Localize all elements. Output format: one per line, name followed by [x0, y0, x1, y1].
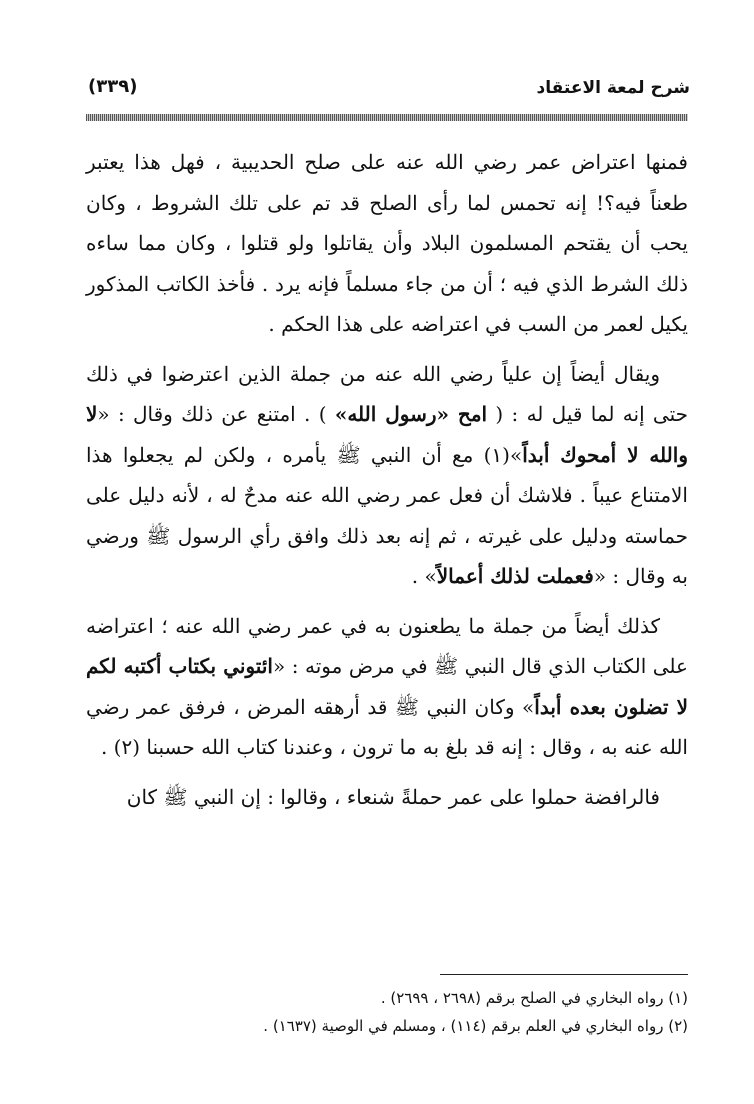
bold-quote: فعملت لذلك أعمالاً	[436, 564, 594, 588]
text-run: فمنها اعتراض عمر رضي الله عنه على صلح الحديبية ، فهل هذا يعتبر طعناً فيه؟! إنه تحمس لما رأى الصلح قد تم على تلك الشروط ، وكان يحب أن يقتحم المسلمون البلاد وأن يقاتلوا ولو قتلوا ، وكان مما ساءه ذلك الشرط الذي فيه ؛ أن من جاء مسلماً فإنه يرد . فأخذ الكاتب المذكور يكيل لعمر من السب في اعتراضه على هذا الحكم .	[86, 150, 688, 336]
footnote-separator	[440, 974, 688, 975]
text-run: كذلك أيضاً من جملة ما يطعنون به في عمر رضي الله عنه ؛ اعتراضه على الكتاب الذي قال النبي ﷺ في مرض موته : «	[86, 613, 688, 678]
bold-quote: لا والله لا أمحوك أبداً	[86, 402, 688, 467]
paragraph	[86, 606, 688, 768]
text-run: » .	[411, 564, 437, 588]
page-header	[64, 70, 690, 110]
text-run: فالرافضة حملوا على عمر حملةً شنعاء ، وقالوا : إن النبي ﷺ كان	[126, 784, 660, 809]
text-run: ) . امتنع عن ذلك وقال : «	[97, 402, 335, 426]
book-title: شرح لمعة الاعتقاد	[536, 78, 690, 98]
footnote: (١) رواه البخاري في الصلح برقم (٢٦٩٨ ، ٢٦٩٩) .	[380, 989, 688, 1007]
text-run: »(١) مع أن النبي ﷺ يأمره ، ولكن لم يجعلوا هذا الامتناع عيباً . فلاشك أن فعل عمر رضي الله عنه مدحٌ له ، لأنه دليل على حماسته ودليل على غيرته ، ثم إنه بعد ذلك وافق رأي الرسول ﷺ ورضي به وقال : «	[86, 442, 688, 588]
paragraph	[86, 142, 688, 345]
text-run: » وكان النبي ﷺ قد أرهقه المرض ، فرفق عمر رضي الله عنه به ، وقال : إنه قد بلغ به ما ترون ، وعندنا كتاب الله حسبنا (٢) .	[86, 694, 688, 759]
text-run: ويقال أيضاً إن علياً رضي الله عنه من جملة الذين اعترضوا في ذلك حتى إنه لما قيل له : (	[86, 361, 689, 426]
body-text	[86, 142, 688, 817]
paragraph	[86, 777, 688, 818]
bold-quote: ائتوني بكتاب أكتبه لكم لا تضلون بعده أبداً	[86, 654, 688, 719]
header-rule	[86, 114, 688, 121]
footnote: (٢) رواه البخاري في العلم برقم (١١٤) ، ومسلم في الوصية (١٦٣٧) .	[263, 1017, 688, 1035]
page-number: (٣٣٩)	[88, 76, 138, 97]
footnotes	[86, 984, 688, 1040]
paragraph	[86, 354, 688, 597]
bold-quote: امح «رسول الله»	[334, 402, 488, 426]
